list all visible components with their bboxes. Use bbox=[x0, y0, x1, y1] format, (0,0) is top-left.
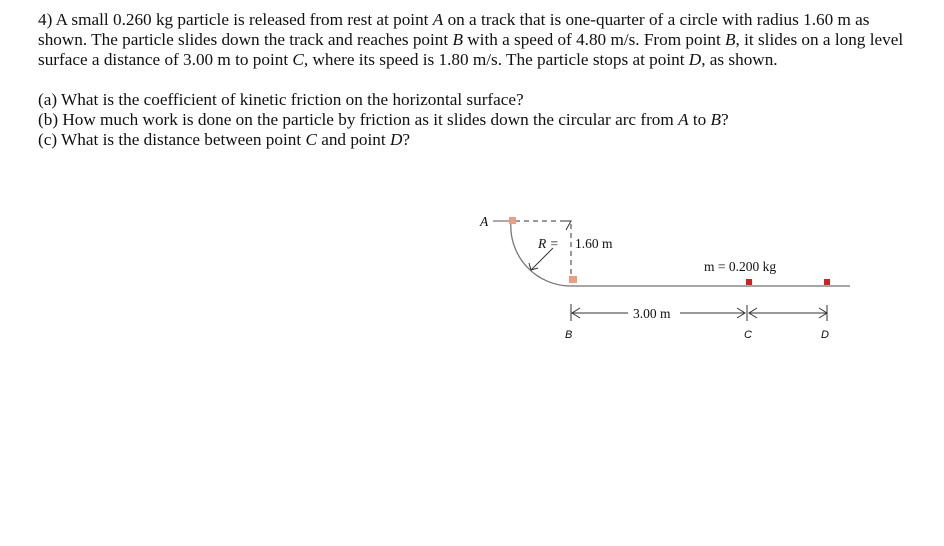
particle-at-D bbox=[824, 279, 830, 285]
radius-arrow bbox=[531, 248, 553, 270]
label-R: R = bbox=[538, 236, 559, 251]
circular-track bbox=[511, 221, 571, 286]
question-a: (a) What is the coefficient of kinetic friction on the horizontal surface? bbox=[38, 90, 524, 109]
label-C: C bbox=[744, 329, 752, 341]
particle-at-B bbox=[569, 276, 577, 283]
question-c: (c) What is the distance between point C and point D? bbox=[38, 130, 411, 149]
label-A: A bbox=[480, 214, 489, 229]
label-D: D bbox=[821, 329, 829, 341]
question-b: (b) How much work is done on the particle by friction as it slides down the circular arc from A to B? bbox=[38, 110, 729, 129]
particle-at-A bbox=[509, 217, 516, 224]
problem-statement: 4) A small 0.260 kg particle is released from rest at point A on a track that is one-quarter of a circle with radius 1.60 m as shown. The particle slides down the track and reaches point B with a speed of 4.80 m/s. From point B, it slides on a long level surface a distance of 3.00 m to point C, where its speed is 1.80 m/s. The particle stops at point D, as shown. bbox=[38, 10, 904, 69]
label-B: B bbox=[565, 329, 573, 341]
corner-tick bbox=[563, 221, 571, 230]
particle-at-C bbox=[746, 279, 752, 285]
label-mass: m = 0.200 kg bbox=[704, 259, 777, 274]
label-distance: 3.00 m bbox=[633, 306, 671, 321]
label-radius: 1.60 m bbox=[575, 236, 613, 251]
